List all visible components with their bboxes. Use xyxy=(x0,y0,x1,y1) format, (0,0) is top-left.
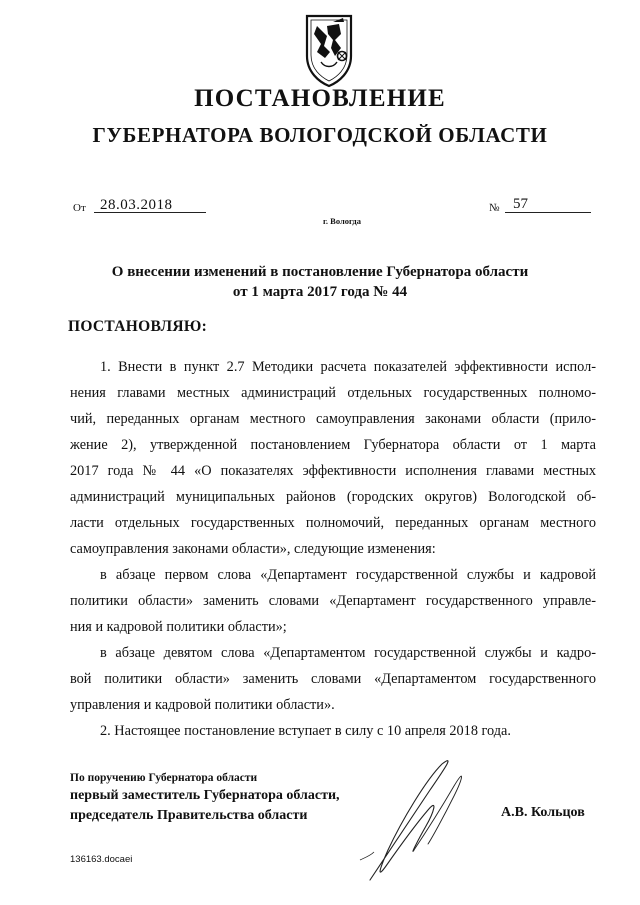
date-underline xyxy=(94,212,206,213)
body-line: жение 2), утвержденной постановлением Губернатора области от 1 марта xyxy=(70,437,596,453)
signatory-name: А.В. Кольцов xyxy=(501,805,585,820)
document-date: 28.03.2018 xyxy=(100,197,173,213)
body-line: нения главами местных администраций отдельных государственных полномо- xyxy=(70,385,596,401)
number-prefix: № xyxy=(489,202,500,214)
subject-line-1: О внесении изменений в постановление Губернатора области xyxy=(111,264,529,280)
subject-line-2: от 1 марта 2017 года № 44 xyxy=(232,284,408,300)
signatory-position-2: председатель Правительства области xyxy=(70,808,308,823)
body-line: ния и кадровой политики области»; xyxy=(70,619,287,635)
body-line: чий, переданных органам местного самоуправления законами области (прило- xyxy=(70,411,596,427)
document-subject xyxy=(0,262,640,302)
handwritten-signature xyxy=(330,740,510,890)
body-line: администраций муниципальных районов (городских округов) Вологодской об- xyxy=(70,489,596,505)
body-line: в абзаце девятом слова «Департаментом государственной службы и кадро- xyxy=(100,645,596,661)
document-issuer: ГУБЕРНАТОРА ВОЛОГОДСКОЙ ОБЛАСТИ xyxy=(92,123,548,147)
document-title: ПОСТАНОВЛЕНИЕ xyxy=(194,85,446,112)
body-line: в абзаце первом слова «Департамент государственной службы и кадровой xyxy=(100,567,596,583)
number-underline xyxy=(505,212,591,213)
document-body xyxy=(70,354,596,744)
body-line: 1. Внести в пункт 2.7 Методики расчета показателей эффективности испол- xyxy=(100,359,596,375)
coat-of-arms-emblem xyxy=(297,12,361,88)
body-line: политики области» заменить словами «Департамент государственного управле- xyxy=(70,593,596,609)
body-line: 2. Настоящее постановление вступает в силу с 10 апреля 2018 года. xyxy=(100,723,511,739)
signature-block xyxy=(70,770,340,826)
signatory-position-1: первый заместитель Губернатора области, xyxy=(70,788,340,803)
body-line: управления и кадровой политики области». xyxy=(70,697,335,713)
file-code: 136163.docaei xyxy=(70,854,133,865)
body-line: ласти отдельных государственных полномочий, переданных органам местного xyxy=(70,515,596,531)
decree-word: ПОСТАНОВЛЯЮ: xyxy=(68,318,208,335)
city-label: г. Вологда xyxy=(323,216,361,226)
date-prefix: От xyxy=(73,202,86,214)
body-line: вой политики области» заменить словами «Департаментом государственного xyxy=(70,671,596,687)
body-line: 2017 года № 44 «О показателях эффективности исполнения главами местных xyxy=(70,463,596,479)
signature-authority: По поручению Губернатора области xyxy=(70,772,258,784)
document-number: 57 xyxy=(513,196,528,212)
body-line: самоуправления законами области», следующие изменения: xyxy=(70,541,436,557)
